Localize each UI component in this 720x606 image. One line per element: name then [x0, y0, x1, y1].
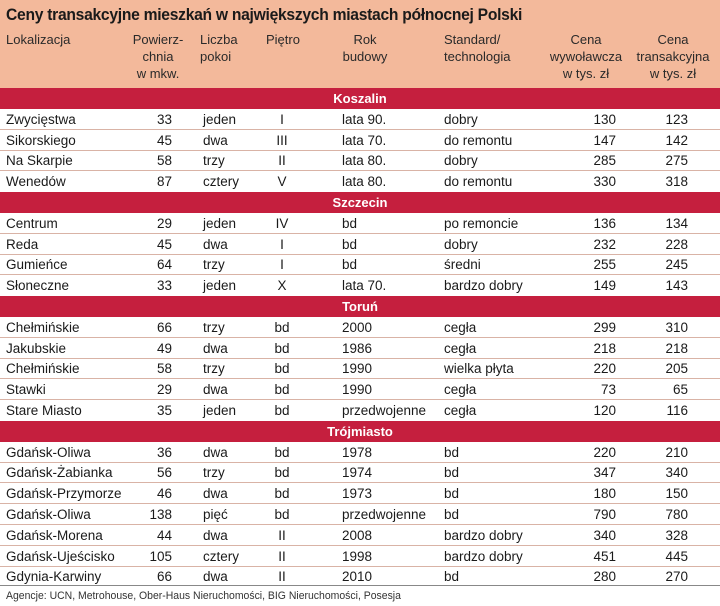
cell-year: 1990 — [342, 361, 373, 377]
cell-area: 56 — [156, 465, 172, 481]
cell-location: Jakubskie — [6, 340, 67, 356]
cell-transaction-price: 445 — [665, 548, 688, 564]
cell-floor: I — [280, 111, 284, 127]
cell-rooms: trzy — [203, 257, 225, 273]
table-header — [0, 0, 720, 88]
cell-year: 1978 — [342, 444, 373, 460]
cell-year: przedwojenne — [342, 403, 427, 418]
cell-year: bd — [342, 257, 358, 273]
table-row — [0, 150, 720, 171]
cell-transaction-price: 275 — [665, 153, 688, 169]
cell-year: przedwojenne — [342, 507, 427, 522]
cell-rooms: jeden — [203, 278, 237, 294]
cell-rooms: pięć — [203, 507, 228, 522]
cell-location: Stare Miasto — [6, 403, 82, 418]
cell-transaction-price: 270 — [665, 569, 688, 585]
cell-asking-price: 299 — [593, 319, 616, 335]
table-row — [0, 213, 720, 234]
cell-transaction-price: 328 — [665, 527, 688, 543]
cell-transaction-price: 218 — [665, 340, 688, 356]
cell-area: 45 — [156, 236, 172, 252]
table-row — [0, 317, 720, 338]
cell-area: 87 — [156, 174, 172, 190]
cell-area: 46 — [156, 486, 172, 502]
cell-transaction-price: 142 — [665, 132, 688, 148]
column-header-transaction-price: Cena transakcyjna w tys. zł — [636, 32, 710, 81]
cell-area: 33 — [156, 278, 172, 294]
cell-area: 64 — [156, 257, 172, 273]
cell-location: Stawki — [6, 382, 46, 398]
table-row — [0, 462, 720, 483]
cell-area: 45 — [156, 132, 172, 148]
cell-area: 35 — [156, 403, 172, 418]
cell-standard: bd — [444, 507, 460, 522]
cell-area: 66 — [156, 569, 172, 585]
column-header-area: Powierz- chnia w mkw. — [132, 32, 184, 81]
cell-asking-price: 280 — [593, 569, 616, 585]
cell-rooms: cztery — [203, 174, 240, 190]
cell-area: 29 — [156, 215, 172, 231]
cell-asking-price: 790 — [593, 507, 616, 522]
table-row — [0, 275, 720, 296]
cell-rooms: dwa — [203, 569, 228, 585]
cell-floor: bd — [274, 444, 290, 460]
cell-asking-price: 451 — [593, 548, 616, 564]
cell-area: 49 — [156, 340, 172, 356]
cell-location: Wenedów — [6, 174, 66, 190]
cell-asking-price: 180 — [593, 486, 616, 502]
cell-standard: bd — [444, 486, 460, 502]
cell-year: 1986 — [342, 340, 373, 356]
cell-standard: cegła — [444, 403, 477, 418]
cell-area: 66 — [156, 319, 172, 335]
cell-area: 105 — [149, 548, 172, 564]
cell-year: 2010 — [342, 569, 373, 585]
cell-location: Gdańsk-Ujeścisko — [6, 548, 115, 564]
cell-location: Zwycięstwa — [6, 111, 76, 127]
cell-rooms: cztery — [203, 548, 240, 564]
section-header: Toruń — [0, 296, 720, 317]
cell-transaction-price: 65 — [672, 382, 688, 398]
section-header: Koszalin — [0, 88, 720, 109]
section-header: Szczecin — [0, 192, 720, 213]
cell-area: 44 — [156, 527, 172, 543]
table-row — [0, 483, 720, 504]
cell-rooms: dwa — [203, 527, 228, 543]
cell-asking-price: 347 — [593, 465, 616, 481]
cell-year: 1998 — [342, 548, 373, 564]
table-row — [0, 442, 720, 463]
cell-transaction-price: 228 — [665, 236, 688, 252]
cell-standard: dobry — [444, 236, 478, 252]
page-title: Ceny transakcyjne mieszkań w największych miastach północnej Polski — [6, 5, 523, 24]
cell-standard: cegła — [444, 340, 477, 356]
table-row — [0, 400, 720, 421]
cell-floor: II — [278, 153, 286, 169]
cell-standard: do remontu — [444, 174, 513, 190]
cell-year: 1973 — [342, 486, 373, 502]
cell-area: 33 — [156, 111, 172, 127]
cell-rooms: dwa — [203, 382, 228, 398]
cell-standard: dobry — [444, 111, 478, 127]
cell-transaction-price: 150 — [665, 486, 688, 502]
cell-rooms: dwa — [203, 444, 228, 460]
cell-year: 1990 — [342, 382, 373, 398]
cell-standard: wielka płyta — [444, 361, 514, 377]
cell-location: Sikorskiego — [6, 132, 76, 148]
cell-year: lata 80. — [342, 153, 387, 169]
cell-standard: bd — [444, 465, 460, 481]
cell-standard: po remoncie — [444, 215, 519, 231]
cell-area: 29 — [156, 382, 172, 398]
table-row — [0, 358, 720, 379]
cell-year: lata 80. — [342, 174, 387, 190]
cell-asking-price: 285 — [593, 153, 616, 169]
cell-year: bd — [342, 236, 358, 252]
cell-floor: IV — [275, 215, 289, 231]
cell-rooms: jeden — [203, 111, 237, 127]
cell-rooms: dwa — [203, 236, 228, 252]
cell-year: bd — [342, 215, 358, 231]
divider — [0, 585, 720, 586]
cell-rooms: trzy — [203, 153, 225, 169]
cell-standard: bardzo dobry — [444, 527, 523, 543]
source-note: Agencje: UCN, Metrohouse, Ober-Haus Nieruchomości, BIG Nieruchomości, Posesja — [6, 590, 401, 602]
cell-location: Na Skarpie — [6, 153, 73, 169]
cell-rooms: dwa — [203, 132, 228, 148]
column-header-location: Lokalizacja — [6, 32, 71, 47]
cell-year: 2008 — [342, 527, 373, 543]
cell-year: 1974 — [342, 465, 373, 481]
cell-asking-price: 147 — [593, 132, 616, 148]
section-header: Trójmiasto — [0, 421, 720, 442]
cell-floor: II — [278, 548, 286, 564]
table-row — [0, 504, 720, 525]
cell-area: 36 — [156, 444, 172, 460]
cell-rooms: jeden — [203, 403, 237, 418]
cell-floor: II — [278, 527, 286, 543]
cell-location: Gdańsk-Żabianka — [6, 465, 113, 481]
cell-floor: bd — [274, 486, 290, 502]
cell-asking-price: 232 — [593, 236, 616, 252]
cell-area: 58 — [156, 153, 172, 169]
cell-location: Gumieńce — [6, 257, 68, 273]
cell-year: lata 70. — [342, 132, 387, 148]
table-row — [0, 130, 720, 151]
cell-transaction-price: 340 — [665, 465, 688, 481]
cell-standard: cegła — [444, 319, 477, 335]
cell-asking-price: 330 — [593, 174, 616, 190]
column-header-rooms: Liczba pokoi — [200, 32, 238, 64]
table-row — [0, 171, 720, 192]
column-header-asking-price: Cena wywoławcza w tys. zł — [549, 32, 623, 81]
cell-standard: bardzo dobry — [444, 278, 523, 294]
cell-transaction-price: 310 — [665, 319, 688, 335]
cell-asking-price: 130 — [593, 111, 616, 127]
cell-floor: bd — [274, 507, 290, 522]
cell-rooms: dwa — [203, 340, 228, 356]
cell-location: Słoneczne — [6, 278, 70, 294]
table-row — [0, 525, 720, 546]
cell-transaction-price: 210 — [665, 444, 688, 460]
cell-transaction-price: 134 — [665, 215, 688, 231]
cell-transaction-price: 143 — [665, 278, 688, 294]
cell-asking-price: 255 — [593, 257, 616, 273]
cell-standard: do remontu — [444, 132, 513, 148]
cell-asking-price: 220 — [593, 361, 616, 377]
cell-transaction-price: 205 — [665, 361, 688, 377]
cell-location: Chełmińskie — [6, 361, 80, 377]
table-row — [0, 109, 720, 130]
cell-year: lata 70. — [342, 278, 387, 294]
cell-asking-price: 340 — [593, 527, 616, 543]
cell-standard: bardzo dobry — [444, 548, 523, 564]
cell-year: 2000 — [342, 319, 373, 335]
cell-floor: bd — [274, 465, 290, 481]
cell-rooms: dwa — [203, 486, 228, 502]
cell-asking-price: 120 — [593, 403, 616, 418]
cell-rooms: jeden — [203, 215, 237, 231]
cell-standard: bd — [444, 569, 460, 585]
cell-floor: bd — [274, 403, 290, 418]
cell-standard: dobry — [444, 153, 478, 169]
cell-floor: III — [276, 132, 288, 148]
cell-floor: bd — [274, 319, 290, 335]
cell-transaction-price: 780 — [665, 507, 688, 522]
cell-asking-price: 136 — [593, 215, 616, 231]
table-row — [0, 338, 720, 359]
cell-floor: bd — [274, 340, 290, 356]
cell-floor: V — [277, 174, 287, 190]
cell-rooms: trzy — [203, 361, 225, 377]
cell-asking-price: 220 — [593, 444, 616, 460]
cell-location: Gdańsk-Oliwa — [6, 507, 91, 522]
cell-asking-price: 218 — [593, 340, 616, 356]
cell-rooms: trzy — [203, 465, 225, 481]
cell-floor: bd — [274, 382, 290, 398]
cell-location: Gdańsk-Morena — [6, 527, 103, 543]
cell-location: Reda — [6, 236, 39, 252]
cell-area: 58 — [156, 361, 172, 377]
cell-transaction-price: 318 — [665, 174, 688, 190]
cell-transaction-price: 116 — [666, 403, 688, 418]
cell-standard: bd — [444, 444, 460, 460]
cell-rooms: trzy — [203, 319, 225, 335]
cell-floor: II — [278, 569, 286, 585]
table-row — [0, 254, 720, 275]
table-row — [0, 234, 720, 255]
cell-location: Gdynia-Karwiny — [6, 569, 102, 585]
table-row — [0, 379, 720, 400]
cell-location: Gdańsk-Oliwa — [6, 444, 91, 460]
cell-area: 138 — [149, 507, 172, 522]
cell-year: lata 90. — [342, 111, 387, 127]
cell-floor: X — [277, 278, 287, 294]
cell-location: Chełmińskie — [6, 319, 80, 335]
column-header-year: Rok budowy — [342, 32, 388, 64]
column-header-floor: Piętro — [266, 32, 300, 47]
cell-asking-price: 73 — [600, 382, 616, 398]
column-header-standard: Standard/ technologia — [444, 32, 511, 64]
cell-floor: I — [280, 236, 284, 252]
cell-standard: cegła — [444, 382, 477, 398]
cell-location: Centrum — [6, 215, 58, 231]
cell-floor: I — [280, 257, 284, 273]
cell-asking-price: 149 — [593, 278, 616, 294]
table-row — [0, 546, 720, 567]
cell-transaction-price: 245 — [665, 257, 688, 273]
cell-transaction-price: 123 — [665, 111, 688, 127]
cell-floor: bd — [274, 361, 290, 377]
cell-location: Gdańsk-Przymorze — [6, 486, 122, 502]
cell-standard: średni — [444, 257, 481, 273]
